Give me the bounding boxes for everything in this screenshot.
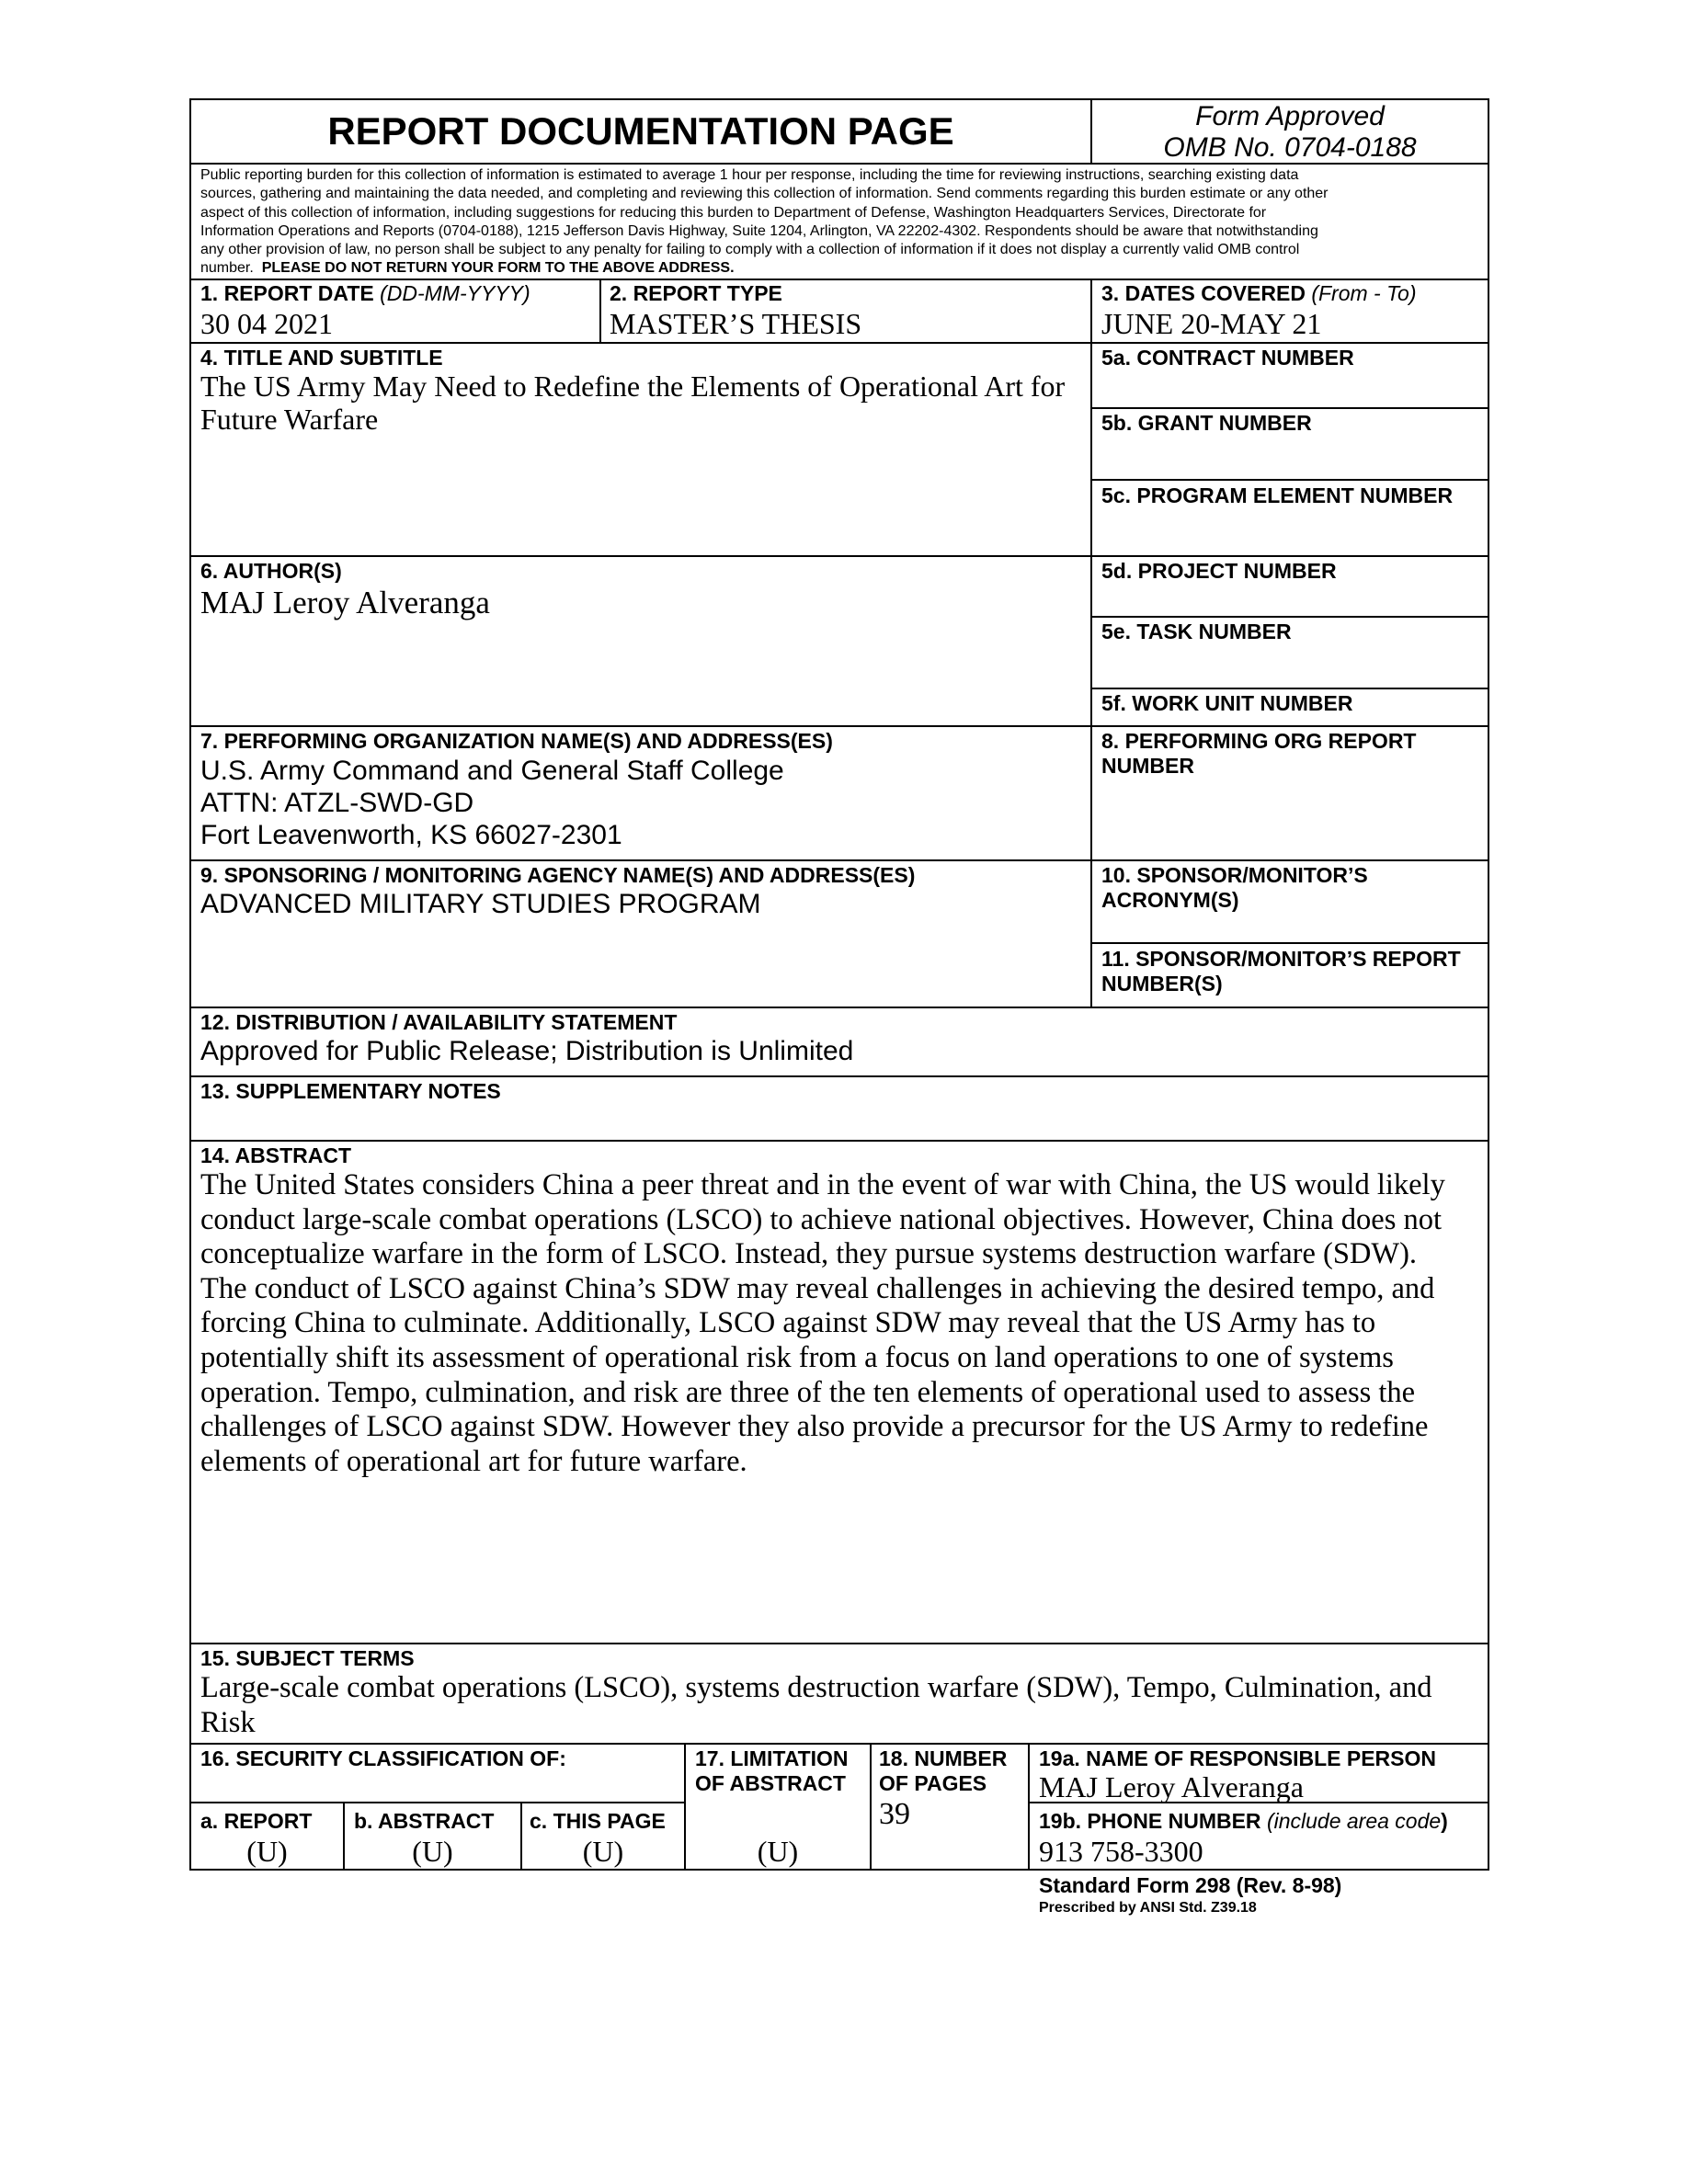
subject-terms-line-1: Large-scale combat operations (LSCO), systems destruction warfare (SDW), Tempo, Culmination, and bbox=[200, 1671, 1432, 1704]
report-date-label: 1. REPORT DATE (DD-MM-YYYY) bbox=[200, 281, 530, 305]
performing-org-line-2: ATTN: ATZL-SWD-GD bbox=[200, 788, 474, 818]
abstract-line: forcing China to culminate. Additionally, LSCO against SDW may reveal that the US Army has to bbox=[200, 1306, 1376, 1340]
sponsoring-agency-value: ADVANCED MILITARY STUDIES PROGRAM bbox=[200, 889, 761, 919]
program-element-number-label: 5c. PROGRAM ELEMENT NUMBER bbox=[1101, 483, 1454, 507]
sponsor-report-number-label-2: NUMBER(S) bbox=[1101, 972, 1223, 995]
form-approved-label: Form Approved bbox=[1195, 101, 1385, 131]
abstract-line: challenges of LSCO against SDW. However they also provide a precursor for the US Army to redefine bbox=[200, 1410, 1429, 1444]
abstract-line: operation. Tempo, culmination, and risk are three of the ten elements of operational used to assess the bbox=[200, 1375, 1416, 1409]
report-type-label: 2. REPORT TYPE bbox=[610, 281, 782, 305]
security-abstract-value: (U) bbox=[412, 1835, 453, 1868]
phone-number-label: 19b. PHONE NUMBER (include area code) bbox=[1039, 1809, 1448, 1833]
title-subtitle-label: 4. TITLE AND SUBTITLE bbox=[200, 346, 443, 370]
standard-form-label: Standard Form 298 (Rev. 8-98) bbox=[1039, 1873, 1342, 1897]
abstract-line: conceptualize warfare in the form of LSCO. Instead, they pursue systems destruction warfare (SDW). bbox=[200, 1237, 1418, 1271]
security-abstract-label: b. ABSTRACT bbox=[354, 1809, 495, 1833]
limitation-of-abstract-value: (U) bbox=[757, 1835, 799, 1868]
sponsor-report-number-label-1: 11. SPONSOR/MONITOR’S REPORT bbox=[1101, 947, 1461, 971]
performing-org-line-3: Fort Leavenworth, KS 66027-2301 bbox=[200, 820, 622, 850]
grant-number-label: 5b. GRANT NUMBER bbox=[1101, 411, 1312, 435]
abstract-line: The United States considers China a peer threat and in the event of war with China, the US would likely bbox=[200, 1168, 1445, 1201]
number-of-pages-label-1: 18. NUMBER bbox=[879, 1746, 1008, 1770]
task-number-label: 5e. TASK NUMBER bbox=[1101, 620, 1292, 643]
supplementary-notes-label: 13. SUPPLEMENTARY NOTES bbox=[200, 1079, 501, 1103]
prescribed-by-label: Prescribed by ANSI Std. Z39.18 bbox=[1039, 1900, 1257, 1916]
abstract-line: elements of operational art for future warfare. bbox=[200, 1444, 747, 1478]
sponsor-acronym-label-2: ACRONYM(S) bbox=[1101, 888, 1239, 912]
number-of-pages-value: 39 bbox=[879, 1797, 910, 1831]
abstract-line: conduct large-scale combat operations (LSCO) to achieve national objectives. However, China does not bbox=[200, 1202, 1443, 1236]
work-unit-number-label: 5f. WORK UNIT NUMBER bbox=[1101, 691, 1353, 715]
burden-statement-line: sources, gathering and maintaining the data needed, and completing and reviewing this collection of information. Send comments regarding this burden estimate or any other bbox=[200, 186, 1329, 202]
title-line-1: The US Army May Need to Redefine the Elements of Operational Art for bbox=[200, 370, 1066, 403]
abstract-label: 14. ABSTRACT bbox=[200, 1143, 351, 1167]
limitation-of-abstract-label-2: OF ABSTRACT bbox=[695, 1771, 846, 1795]
number-of-pages-label-2: OF PAGES bbox=[879, 1771, 987, 1795]
burden-do-not-return: PLEASE DO NOT RETURN YOUR FORM TO THE ABOVE ADDRESS. bbox=[261, 260, 735, 277]
abstract-line: potentially shift its assessment of operational risk from a focus on land operations to one of systems bbox=[200, 1340, 1394, 1374]
report-type-value: MASTER’S THESIS bbox=[610, 307, 862, 340]
abstract-line: The conduct of LSCO against China’s SDW may reveal challenges in achieving the desired tempo, and bbox=[200, 1271, 1435, 1305]
subject-terms-line-2: Risk bbox=[200, 1706, 256, 1739]
omb-number: OMB No. 0704-0188 bbox=[1163, 132, 1417, 163]
authors-value: MAJ Leroy Alveranga bbox=[200, 585, 490, 620]
security-report-value: (U) bbox=[246, 1835, 288, 1868]
phone-number-value: 913 758-3300 bbox=[1039, 1835, 1203, 1868]
dates-covered-label: 3. DATES COVERED (From - To) bbox=[1101, 281, 1417, 305]
performing-org-label: 7. PERFORMING ORGANIZATION NAME(S) AND ADDRESS(ES) bbox=[200, 729, 833, 753]
contract-number-label: 5a. CONTRACT NUMBER bbox=[1101, 346, 1354, 370]
distribution-label: 12. DISTRIBUTION / AVAILABILITY STATEMENT bbox=[200, 1010, 678, 1034]
security-this-page-value: (U) bbox=[582, 1835, 624, 1868]
sponsor-acronym-label-1: 10. SPONSOR/MONITOR’S bbox=[1101, 863, 1368, 887]
security-this-page-label: c. THIS PAGE bbox=[530, 1809, 666, 1833]
dates-covered-value: JUNE 20-MAY 21 bbox=[1101, 307, 1322, 340]
performing-org-report-label-2: NUMBER bbox=[1101, 754, 1194, 778]
abstract-text bbox=[200, 1168, 1484, 1479]
sponsoring-agency-label: 9. SPONSORING / MONITORING AGENCY NAME(S) AND ADDRESS(ES) bbox=[200, 863, 916, 887]
burden-statement-line: Information Operations and Reports (0704-0188), 1215 Jefferson Davis Highway, Suite 1204, Arlington, VA 22202-4302. Respondents should be aware that notwithstanding bbox=[200, 222, 1318, 239]
responsible-person-label: 19a. NAME OF RESPONSIBLE PERSON bbox=[1039, 1746, 1436, 1770]
limitation-of-abstract-label-1: 17. LIMITATION bbox=[695, 1746, 849, 1770]
performing-org-line-1: U.S. Army Command and General Staff College bbox=[200, 756, 784, 786]
authors-label: 6. AUTHOR(S) bbox=[200, 559, 342, 583]
project-number-label: 5d. PROJECT NUMBER bbox=[1101, 559, 1337, 583]
burden-last-line-prefix: number. bbox=[200, 260, 262, 277]
burden-statement-line: Public reporting burden for this collection of information is estimated to average 1 hour per response, including the time for reviewing instructions, searching existing data bbox=[200, 167, 1299, 183]
burden-statement bbox=[200, 166, 1484, 279]
performing-org-report-label-1: 8. PERFORMING ORG REPORT bbox=[1101, 729, 1417, 753]
distribution-value: Approved for Public Release; Distribution is Unlimited bbox=[200, 1036, 854, 1066]
burden-statement-line: aspect of this collection of information, including suggestions for reducing this burden to Department of Defense, Washington Headquarters Services, Directorate for bbox=[200, 204, 1267, 221]
responsible-person-value: MAJ Leroy Alveranga bbox=[1039, 1770, 1304, 1803]
subject-terms-label: 15. SUBJECT TERMS bbox=[200, 1646, 415, 1670]
report-date-value: 30 04 2021 bbox=[200, 307, 333, 340]
security-report-label: a. REPORT bbox=[200, 1809, 313, 1833]
security-classification-label: 16. SECURITY CLASSIFICATION OF: bbox=[200, 1746, 566, 1770]
title-line-2: Future Warfare bbox=[200, 403, 379, 436]
burden-statement-line: any other provision of law, no person shall be subject to any penalty for failing to comply with a collection of information if it does not display a currently valid OMB control bbox=[200, 242, 1300, 258]
form-title: REPORT DOCUMENTATION PAGE bbox=[327, 109, 954, 153]
